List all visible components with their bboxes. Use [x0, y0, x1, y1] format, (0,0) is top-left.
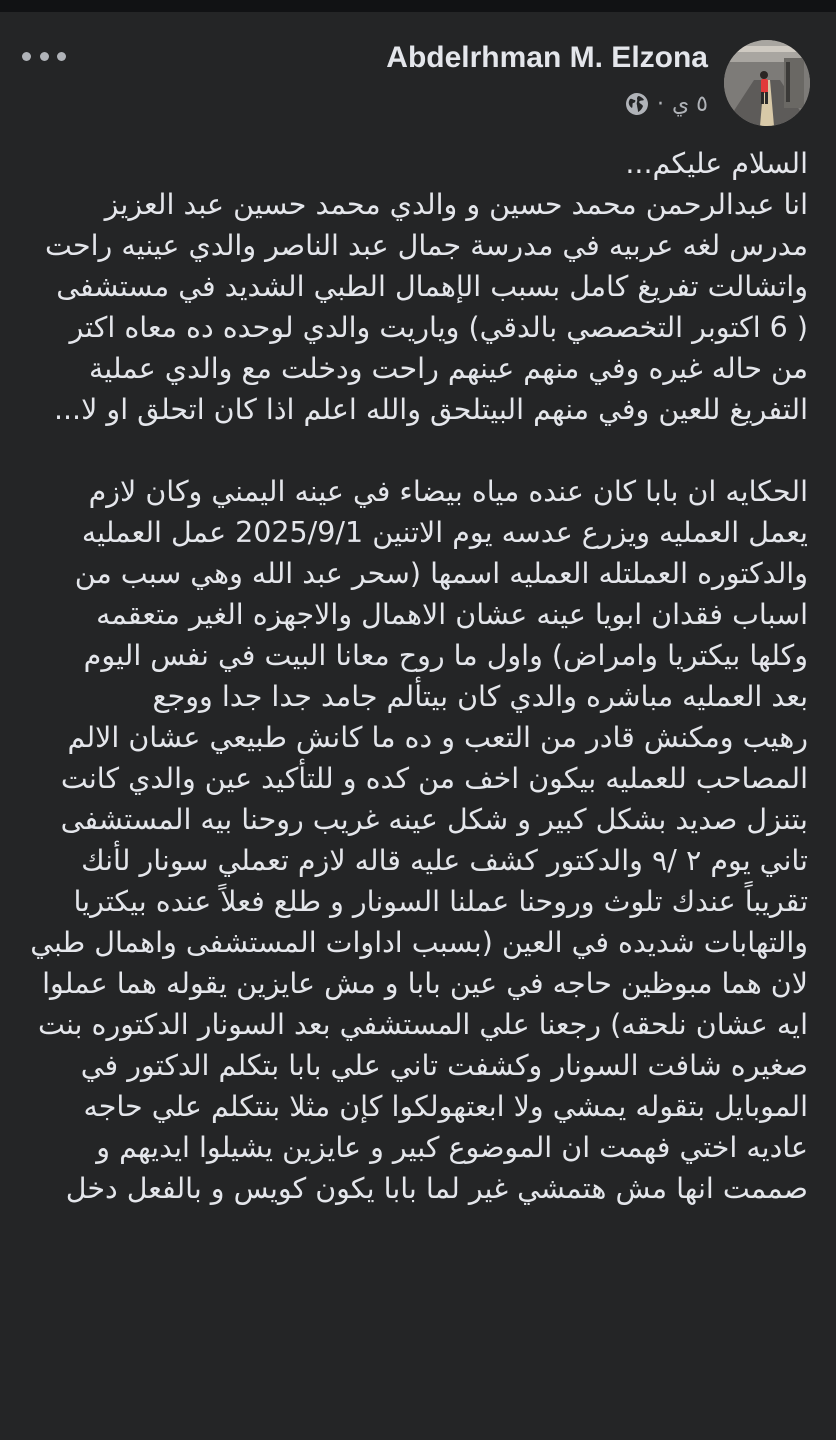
meta-separator: · [656, 91, 664, 117]
more-dot [40, 52, 49, 61]
avatar-photo [724, 40, 810, 126]
more-options-button[interactable] [22, 48, 66, 64]
post-timestamp[interactable]: ٥ ي [671, 91, 708, 117]
author-name[interactable]: Abdelrhman M. Elzona [386, 41, 708, 74]
author-avatar[interactable] [724, 40, 810, 126]
more-dot [57, 52, 66, 61]
post-body [14, 143, 808, 1209]
post-paragraph: السلام عليكم... انا عبدالرحمن محمد حسين و والدي محمد حسين عبد العزيز مدرس لغه عربيه في مدرسة جمال عبد الناصر والدي عينيه راحت واتشالت تفريغ كامل بسبب الإهمال الطبي الشديد في مستشفى ( 6 اكتوبر التخصصي بالدقي) وياريت والدي لوحده ده معاه اكتر من حاله غيره وفي منهم عينهم راحت ودخلت مع والدي عملية التفريغ للعين وفي منهم البيتلحق والله اعلم اذا كان اتحلق او لا... [44, 147, 808, 426]
post-meta [625, 90, 708, 118]
more-horizontal-icon [22, 52, 31, 61]
post-header [0, 12, 836, 142]
post-paragraph: الحكايه ان بابا كان عنده مياه بيضاء في عينه اليمني وكان لازم يعمل العمليه ويزرع عدسه يوم الاتنين 2025/9/1 عمل العمليه والدكتوره العملتله العمليه اسمها (سحر عبد الله وهي سبب من اسباب فقدان ابويا عينه عشان الاهمال والاجهزه الغير متعقمه وكلها بيكتريا وامراض) واول ما روح معانا البيت في نفس اليوم بعد العمليه مباشره والدي كان بيتألم جامد جدا جدا ووجع رهيب ومكنش قادر من التعب و ده ما كانش طبيعي عشان الالم المصاحب للعمليه بيكون اخف من كده و للتأكيد عين والدي كانت بتنزل صديد بشكل كبير و شكل عينه غريب روحنا بيه المستشفى تاني يوم ٢ /٩ والدكتور كشف عليه قاله لازم تعملي سونار لأنك تقريباً عندك تلوث وروحنا عملنا السونار و طلع فعلاً عنده بيكتريا والتهابات شديده في العين (بسبب اداوات المستشفى واهمال طبي لان هما مبوظين حاجه في عين بابا و مش عايزين يقوله هما عملوا ايه عشان نلحقه) رجعنا علي المستشفي بعد السونار الدكتوره بنت صغيره شافت السونار وكشفت تاني علي بابا بتكلم الدكتور في الموبايل بتقوله يمشي ولا ابعتهولكوا كإن مثلا بنتكلم علي حاجه عاديه اختي فهمت ان الموضوع كبير و عايزين يشيلوا ايديهم و صممت انها مش هتمشي غير لما بابا يكون كويس و بالفعل دخل [30, 475, 808, 1205]
globe-icon[interactable] [625, 92, 649, 116]
top-status-strip [0, 0, 836, 12]
